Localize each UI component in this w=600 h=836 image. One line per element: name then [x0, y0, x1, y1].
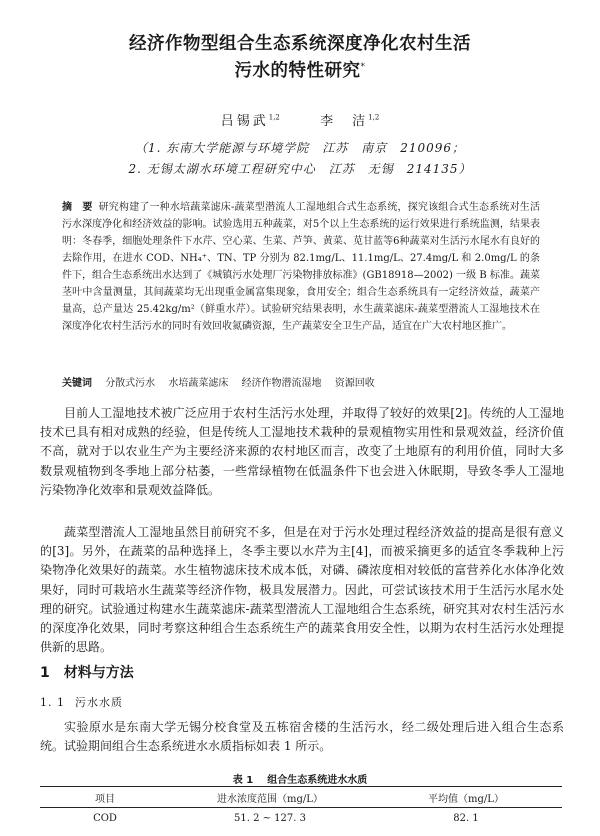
abstract [62, 199, 540, 335]
paper-title-line-1: 经济作物型组合生态系统深度净化农村生活 [129, 34, 471, 54]
table-cell: 82. 1 [453, 812, 479, 824]
keywords-label: 关键词 [62, 378, 92, 389]
intro-paragraph-1: 目前人工湿地技术被广泛应用于农村生活污水处理，并取得了较好的效果[2]。传统的人工湿地技术已具有相对成熟的经验，但是传统人工湿地技术栽种的景观植物实用性和景观效益，经济价值不高，就对于以农业生产为主要经济来源的农村地区而言，改变了土地原有的利用价值，同时大多数景观植物到冬季地上部分枯萎，一些常绿植物在低温条件下也会进入休眠期，导致冬季人工湿地污染物净化效率和景观效益降低。 [40, 406, 564, 497]
paper-title-line-2 [40, 57, 560, 82]
table-number: 表 1 [232, 775, 254, 786]
table-caption [0, 771, 600, 786]
table-header-cell: 平均值（mg/L） [428, 793, 504, 805]
author-name: 吕锡武 [220, 114, 269, 129]
subsection-heading [40, 694, 123, 710]
intro-paragraph-2: 蔬菜型潜流人工湿地虽然目前研究不多，但是在对于污水处理过程经济效益的提高是很有意义的[3]。另外，在蔬菜的品种选择上，冬季主要以水芹为主[4]，而被采摘更多的适宜冬季栽种上污染物净化效果好的蔬菜。水生植物滤床技术成本低，对磷、磷浓度相对较低的富营养化水体净化效果好，同时可栽培水生蔬菜等经济作物，极具发展潜力。因此，可尝试该技术用于生活污水尾水处理的研究。试验通过构建水生蔬菜滤床-蔬菜型潜流人工湿地组合生态系统，研究其对农村生活污水的深度净化效果，同时考察这种组合生态系统生产的蔬菜食用安全性，以期为农村生活污水处理提供新的思路。 [40, 525, 564, 655]
keyword-item: 分散式污水 [105, 378, 156, 389]
water-quality-table [40, 786, 562, 828]
section-title: 材料与方法 [63, 665, 134, 681]
method-paragraph: 实验原水是东南大学无锡分校食堂及五栋宿舍楼的生活污水，经二级处理后进入组合生态系统。试验期间组合生态系统进水水质指标如表 1 所示。 [40, 720, 564, 754]
author-affiliation-mark: 1,2 [368, 113, 380, 122]
keyword-item: 资源回收 [334, 378, 375, 389]
paper-title-line-2-text: 污水的特性研究 [234, 61, 361, 81]
title-footnote-mark: * [360, 62, 366, 73]
table-caption-text: 组合生态系统进水水质 [267, 775, 368, 786]
abstract-label: 摘 要 [62, 202, 93, 213]
table-header-cell: 项目 [95, 793, 115, 805]
author-affiliation-mark: 1,2 [268, 113, 280, 122]
affiliation-1: （1. 东南大学能源与环境学院 江苏 南京 210096； [134, 141, 466, 155]
section-number: 1 [40, 665, 50, 681]
author-name: 李 洁 [320, 114, 369, 129]
table-header-row [40, 787, 562, 808]
keywords [62, 376, 540, 392]
keyword-item: 经济作物潜流湿地 [241, 378, 322, 389]
table-cell: COD [93, 812, 117, 824]
affiliation-2: 2. 无锡太湖水环境工程研究中心 江苏 无锡 214135） [128, 162, 472, 176]
section-heading [40, 662, 134, 682]
table-header-cell: 进水浓度范围（mg/L） [217, 793, 323, 805]
subsection-title: 污水水质 [75, 696, 123, 709]
subsection-number: 1. 1 [40, 696, 65, 709]
table-cell: 51. 2 ~ 127. 3 [234, 812, 306, 824]
keyword-item: 水培蔬菜滤床 [168, 378, 229, 389]
abstract-text: 研究构建了一种水培蔬菜滤床-蔬菜型潜流人工湿地组合式生态系统，探究该组合式生态系统对生活污水深度净化和经济效益的影响。试验选用五种蔬菜，对5个以上生态系统的运行效果进行系统监测，结果表明：冬春季，细胞处理条件下水芹、空心菜、生菜、芦笋、黄菜、苋甘蓝等6种蔬菜对生活污水尾水有良好的去除作用，在进水 COD、NH₄⁺、TN、TP 分别为 82.1mg/L、11.1mg/L、27.4mg/L 和 2.0mg/L 的条件下，组合生态系统出水达到了《城镇污水处理厂污染物排放标准》(GB18918—2002) 一级 B 标准。蔬菜茎叶中含量测量，其间蔬菜均无出现重金属富集现象，食用安全；组合生态系统具有一定经济效益，蔬菜产量高，总产量达 25.42kg/m²（鲜重水芹）。试验研究结果表明，水生蔬菜滤床-蔬菜型潜流人工湿地技术在深度净化农村生活污水的同时有效回收氮磷资源，生产蔬菜安全卫生产品，适宜在广大农村地区推广。 [62, 202, 540, 332]
author-list [0, 110, 600, 129]
table-row [40, 808, 562, 829]
